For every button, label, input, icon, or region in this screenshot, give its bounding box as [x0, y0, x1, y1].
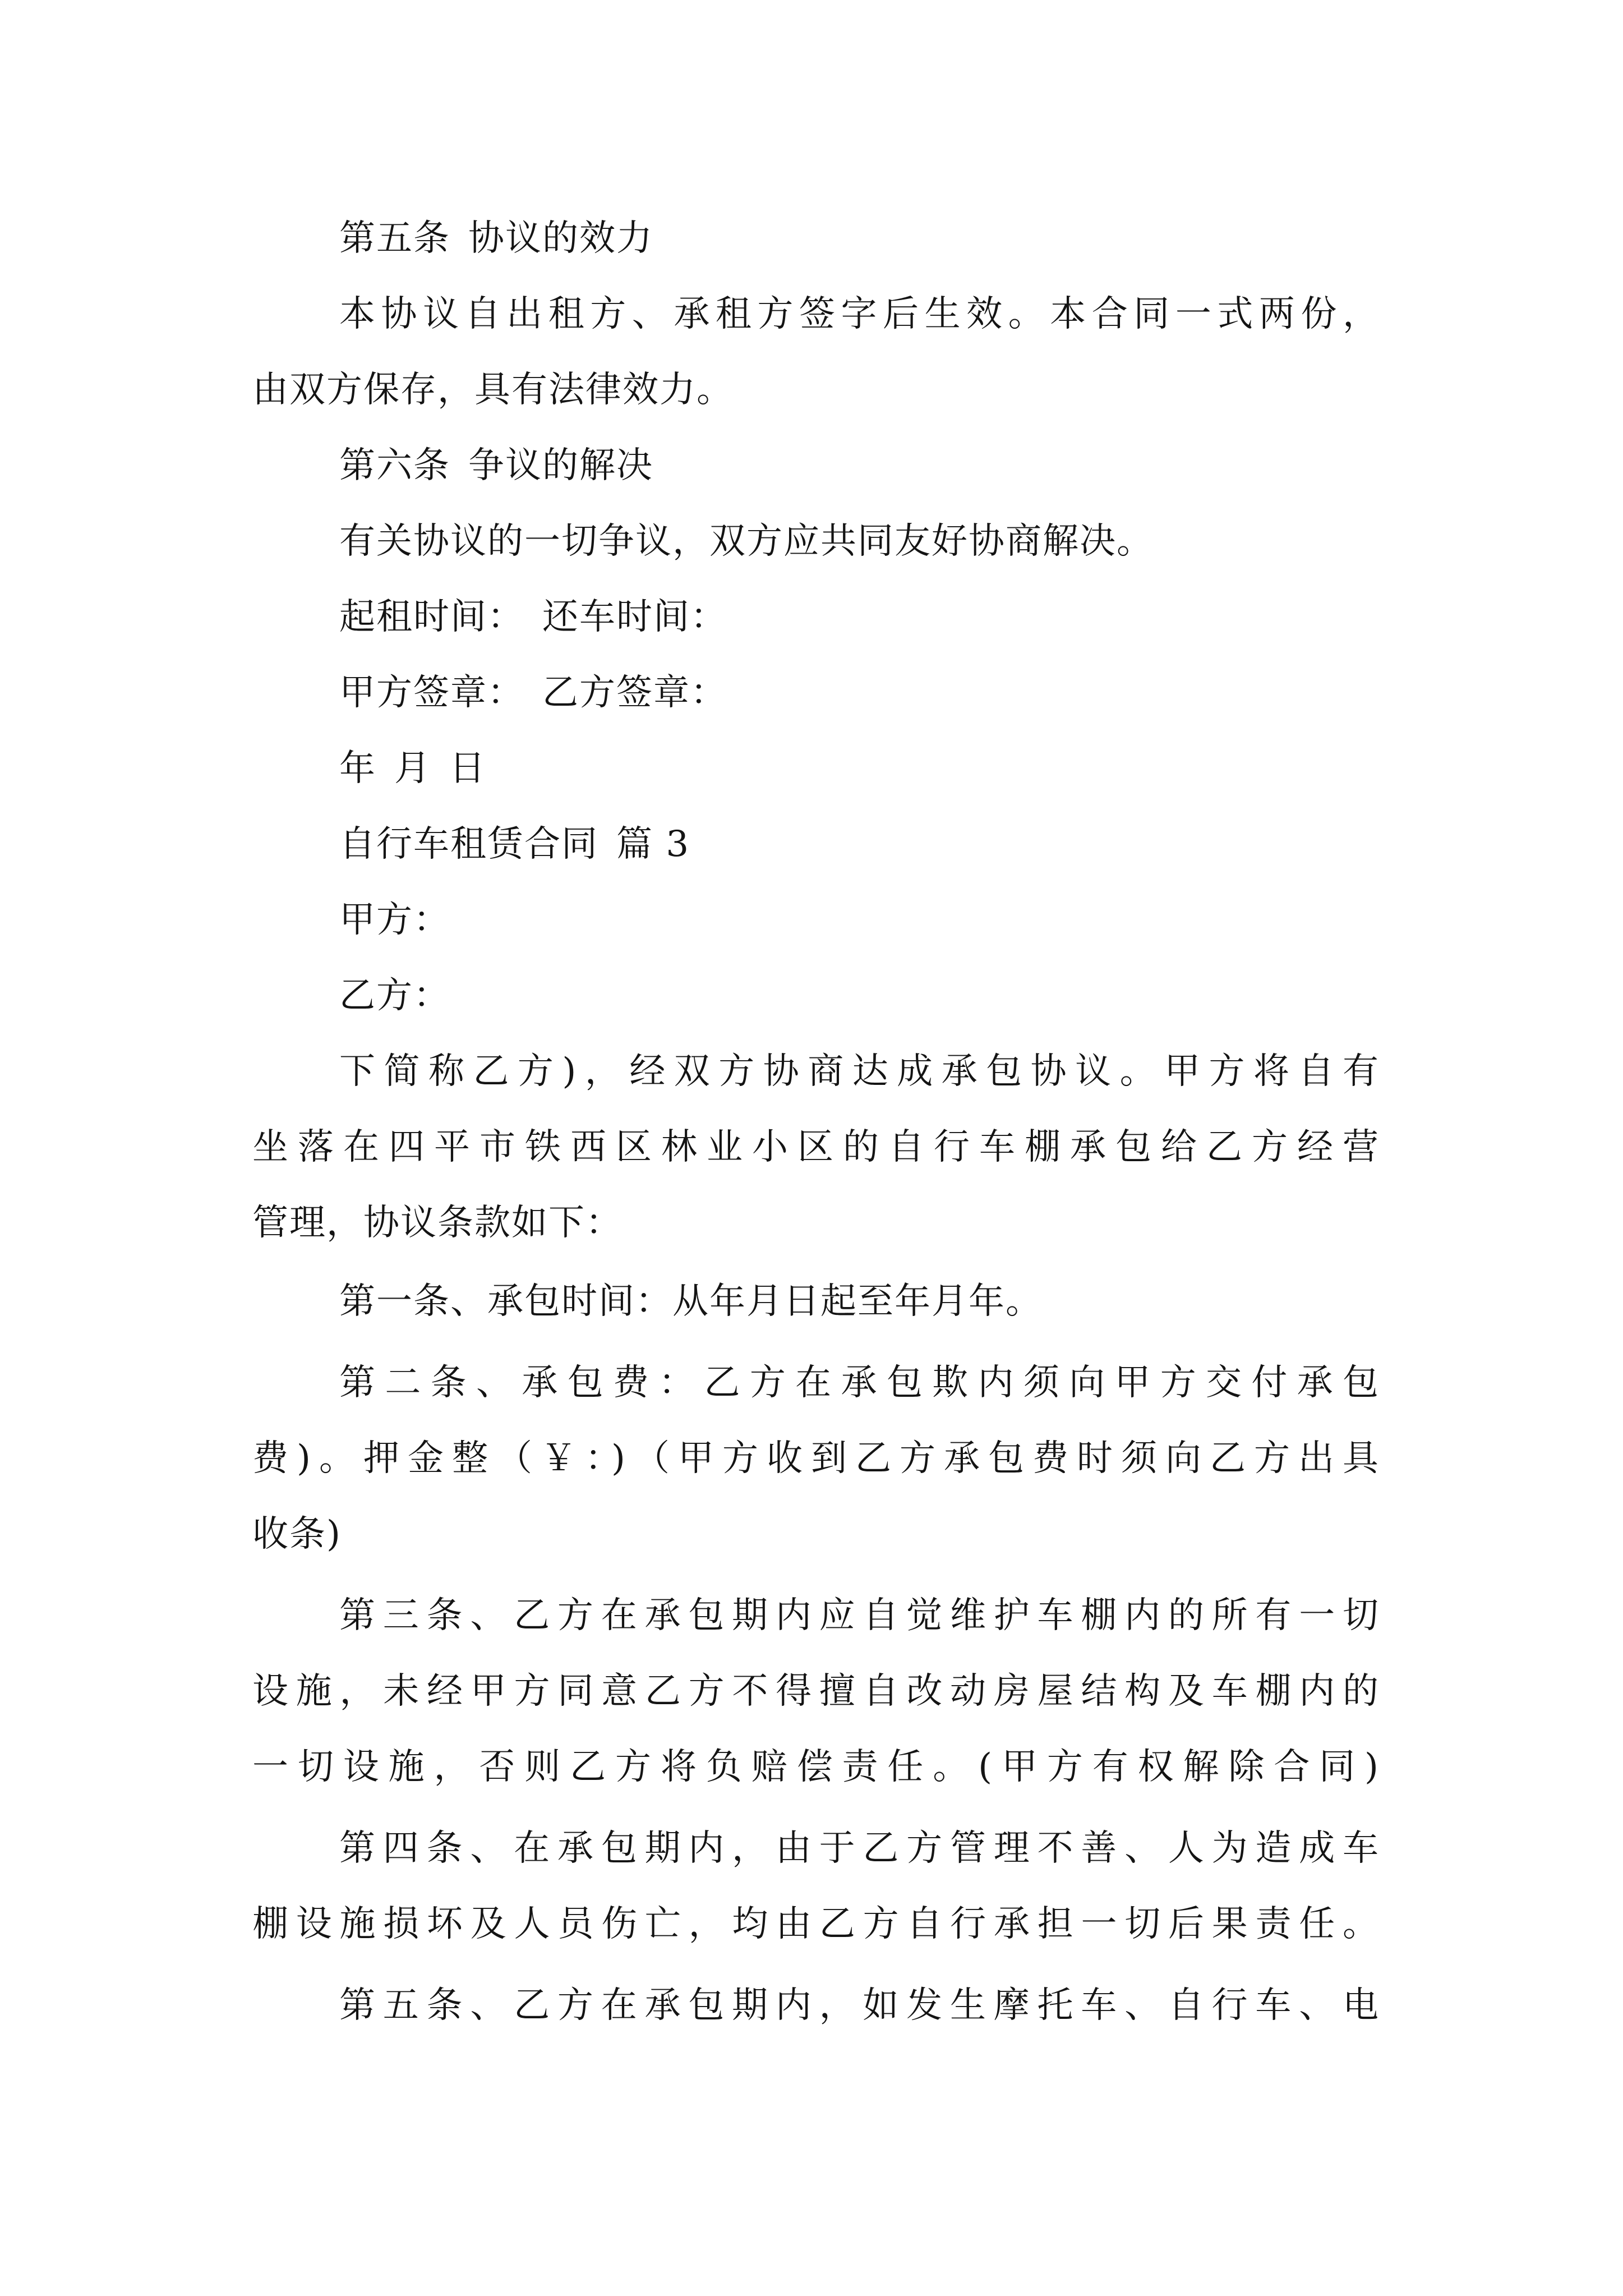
article-title: 争议的解决 — [468, 445, 653, 486]
contract-title: 自行车租赁合同 — [339, 823, 598, 865]
signature-fields — [339, 670, 1380, 715]
year-label: 年 — [339, 748, 376, 789]
party-a-signature-label: 甲方签章： — [339, 672, 524, 714]
paragraph-line: 有关协议的一切争议，双方应共同友好协商解决。 — [339, 521, 1154, 562]
clause-1: 第一条、承包时间：从年月日起至年月年。 — [339, 1281, 1043, 1322]
article-5-heading — [339, 216, 1380, 261]
paragraph-line: 管理，协议条款如下： — [252, 1202, 623, 1244]
section-number: 篇 3 — [616, 823, 690, 865]
article-title: 协议的效力 — [468, 218, 653, 259]
rental-time-fields — [339, 595, 1380, 639]
article-6-heading — [339, 443, 1380, 488]
month-label: 月 — [394, 748, 431, 789]
party-b-signature-label: 乙方签章： — [542, 672, 727, 714]
article-number: 第五条 — [339, 218, 450, 259]
article-number: 第六条 — [339, 445, 450, 486]
paragraph-line: 由双方保存，具有法律效力。 — [252, 369, 734, 411]
paragraph-line: 坐落在四平市铁西区林业小区的自行车棚承包给乙方经营 — [252, 1126, 1380, 1168]
paragraph-line: 下简称乙方)，经双方协商达成承包协议。甲方将自有 — [339, 1051, 1380, 1092]
party-b-label: 乙方： — [339, 975, 450, 1016]
start-time-label: 起租时间： — [339, 596, 524, 638]
paragraph-line: 棚设施损坏及人员伤亡，均由乙方自行承担一切后果责任。 — [252, 1903, 1380, 1945]
return-time-label: 还车时间： — [542, 596, 727, 638]
paragraph-line: 费)。押金整（￥：)（甲方收到乙方承包费时须向乙方出具 — [252, 1438, 1380, 1479]
paragraph-line: 本协议自出租方、承租方签字后生效。本合同一式两份， — [339, 293, 1380, 335]
paragraph-line: 一切设施，否则乙方将负赔偿责任。(甲方有权解除合同) — [252, 1746, 1380, 1788]
clause-4: 第四条、在承包期内，由于乙方管理不善、人为造成车 — [339, 1828, 1380, 1869]
paragraph-line: 设施，未经甲方同意乙方不得擅自改动房屋结构及车棚内的 — [252, 1671, 1380, 1712]
date-field — [339, 746, 1380, 791]
clause-5: 第五条、乙方在承包期内，如发生摩托车、自行车、电 — [339, 1985, 1380, 2026]
paragraph-line: 收条) — [252, 1513, 342, 1555]
section-title — [339, 822, 1380, 867]
clause-2: 第二条、承包费：乙方在承包欺内须向甲方交付承包 — [339, 1362, 1380, 1404]
party-a-label: 甲方： — [339, 899, 450, 941]
clause-3: 第三条、乙方在承包期内应自觉维护车棚内的所有一切 — [339, 1595, 1380, 1636]
day-label: 日 — [449, 748, 486, 789]
